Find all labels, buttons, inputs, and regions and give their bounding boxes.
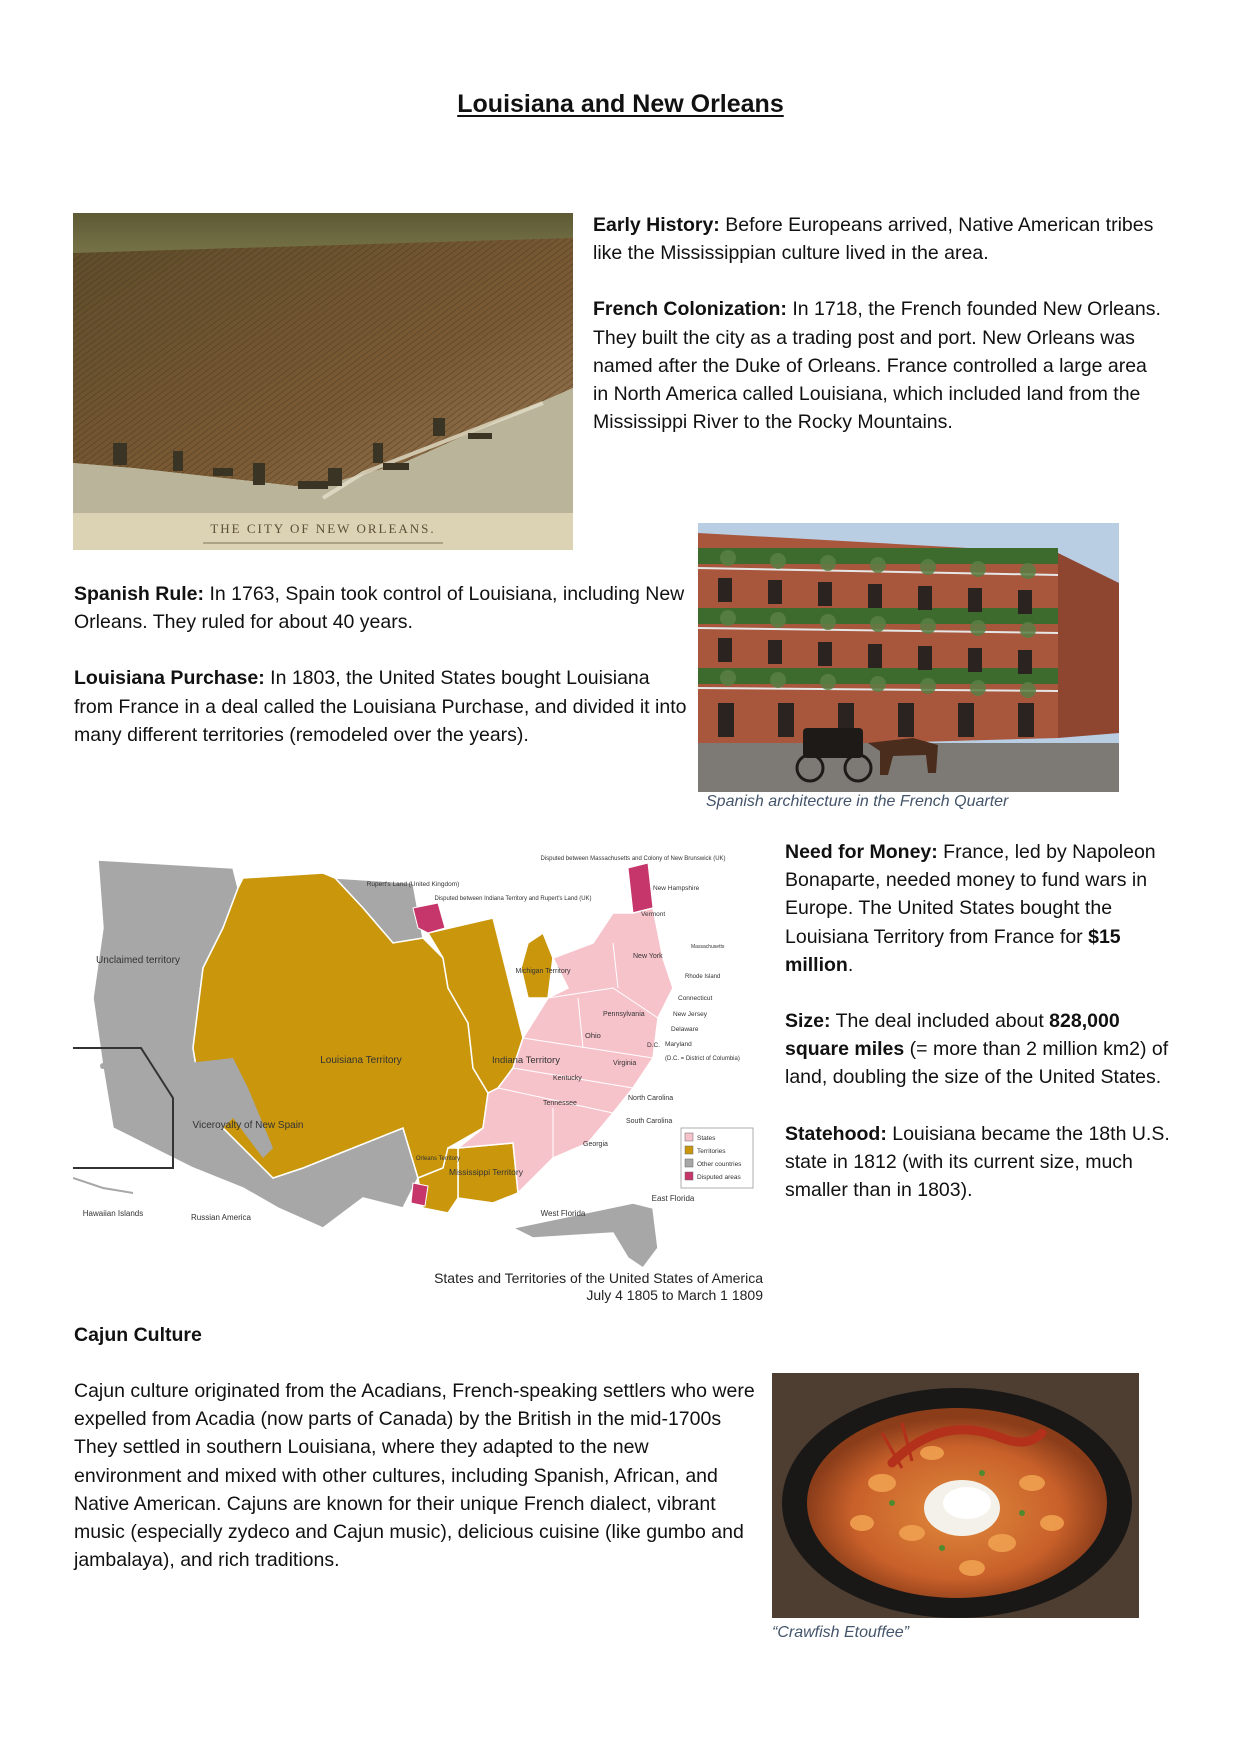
label-new-hampshire: New Hampshire bbox=[653, 885, 700, 892]
label-rupert: Rupert's Land (United Kingdom) bbox=[366, 881, 460, 888]
label-louisiana: Louisiana Territory bbox=[320, 1055, 402, 1066]
label-pennsylvania: Pennsylvania bbox=[603, 1011, 645, 1018]
french-colonization-paragraph: French Colonization: In 1718, the French founded New Orleans. They built the city as a trading post and port. New Orleans was named after the Duke of Orleans. France controlled a large area in North America called Louisiana, which included land from the Mississippi River to the Rocky Mountains. bbox=[593, 298, 1161, 434]
size-paragraph: Size: The deal included about 828,000 square miles (= more than 2 million km2) of land, doubling the size of the United States. bbox=[785, 1010, 1169, 1089]
label-disputed-indiana: Disputed between Indiana Territory and Rupert's Land (UK) bbox=[434, 896, 592, 902]
louisiana-purchase-paragraph: Louisiana Purchase: In 1803, the United States bought Louisiana from France in a deal called the Louisiana Purchase, and divided it into many different territories (remodeled over the years). bbox=[74, 667, 687, 746]
label-russian: Russian America bbox=[190, 1213, 252, 1222]
label-mississippi: Mississippi Territory bbox=[449, 1167, 523, 1177]
cajun-heading: Cajun Culture bbox=[74, 1324, 202, 1346]
statehood-paragraph: Statehood: Louisiana became the 18th U.S. state in 1812 (with its current size, much smaller than in 1803). bbox=[785, 1122, 1170, 1202]
label-kentucky: Kentucky bbox=[553, 1075, 582, 1082]
territories-map bbox=[73, 848, 768, 1311]
legend-disputed: Disputed areas bbox=[697, 1174, 741, 1181]
label-new-spain: Viceroyalty of New Spain bbox=[192, 1120, 304, 1131]
map-legend bbox=[681, 1128, 753, 1188]
label-disputed-mass: Disputed between Massachusetts and Colony of New Brunswick (UK) bbox=[540, 856, 726, 862]
french-quarter-photo bbox=[698, 523, 1119, 792]
label-michigan: Michigan Territory bbox=[515, 968, 571, 975]
label-west-florida: West Florida bbox=[540, 1209, 586, 1218]
label-east-florida: East Florida bbox=[651, 1194, 695, 1203]
middle-text-block bbox=[74, 580, 689, 749]
crawfish-etouffee-photo bbox=[772, 1373, 1139, 1618]
intro-text-block bbox=[593, 211, 1163, 436]
label-tennessee: Tennessee bbox=[543, 1100, 577, 1107]
legend-other: Other countries bbox=[697, 1161, 742, 1168]
map-title-line2: July 4 1805 to March 1 1809 bbox=[586, 1287, 763, 1303]
spanish-rule-paragraph: Spanish Rule: In 1763, Spain took control of Louisiana, including New Orleans. They ruled for about 40 years. bbox=[74, 583, 685, 634]
label-unclaimed: Unclaimed territory bbox=[96, 955, 180, 966]
label-delaware: Delaware bbox=[671, 1026, 699, 1033]
label-ohio: Ohio bbox=[585, 1031, 601, 1040]
right-text-block bbox=[785, 838, 1170, 1204]
cajun-paragraph: Cajun culture originated from the Acadians, French-speaking settlers who were expelled from Acadia (now parts of Canada) by the British in the mid-1700s They settled in southern Louisiana, where they adapted to the new environment and mixed with other cultures, including Spanish, African, and Native American. Cajuns are known for their unique French dialect, vibrant music (especially zydeco and Cajun music), delicious cuisine (like gumbo and jambalaya), and rich traditions. bbox=[74, 1380, 755, 1572]
print-caption: THE CITY OF NEW ORLEANS. bbox=[210, 521, 436, 536]
label-massachusetts: Massachusetts bbox=[691, 944, 725, 950]
label-north-carolina: North Carolina bbox=[628, 1095, 674, 1102]
label-maryland: Maryland bbox=[665, 1041, 692, 1048]
label-new-york: New York bbox=[633, 953, 663, 960]
french-quarter-caption: Spanish architecture in the French Quarter bbox=[706, 793, 1009, 810]
label-rhode-island: Rhode Island bbox=[685, 974, 721, 980]
label-virginia: Virginia bbox=[613, 1060, 637, 1067]
need-for-money-paragraph: Need for Money: France, led by Napoleon Bonaparte, needed money to fund wars in Europe. The United States bought the Louisiana Territory from France for $15 million. bbox=[785, 841, 1156, 976]
food-caption: “Crawfish Etouffee” bbox=[772, 1624, 909, 1641]
label-georgia: Georgia bbox=[583, 1141, 608, 1148]
label-new-jersey: New Jersey bbox=[673, 1011, 707, 1018]
label-hawaiian: Hawaiian Islands bbox=[82, 1209, 144, 1218]
legend-states: States bbox=[697, 1135, 716, 1142]
legend-territories: Territories bbox=[697, 1148, 726, 1155]
page-title: Louisiana and New Orleans bbox=[457, 90, 784, 118]
early-history-paragraph: Early History: Before Europeans arrived, Native American tribes like the Mississippian culture lived in the area. bbox=[593, 214, 1154, 265]
label-dc: (D.C. = District of Columbia) bbox=[665, 1056, 740, 1062]
label-vermont: Vermont bbox=[641, 911, 666, 918]
label-connecticut: Connecticut bbox=[678, 995, 713, 1002]
label-orleans: Orleans Territory bbox=[415, 1156, 461, 1162]
city-of-new-orleans-print bbox=[73, 213, 573, 550]
map-title-line1: States and Territories of the United States of America bbox=[434, 1270, 763, 1286]
label-south-carolina: South Carolina bbox=[626, 1118, 673, 1125]
label-dc-short: D.C. bbox=[647, 1042, 660, 1049]
label-indiana: Indiana Territory bbox=[492, 1055, 560, 1066]
